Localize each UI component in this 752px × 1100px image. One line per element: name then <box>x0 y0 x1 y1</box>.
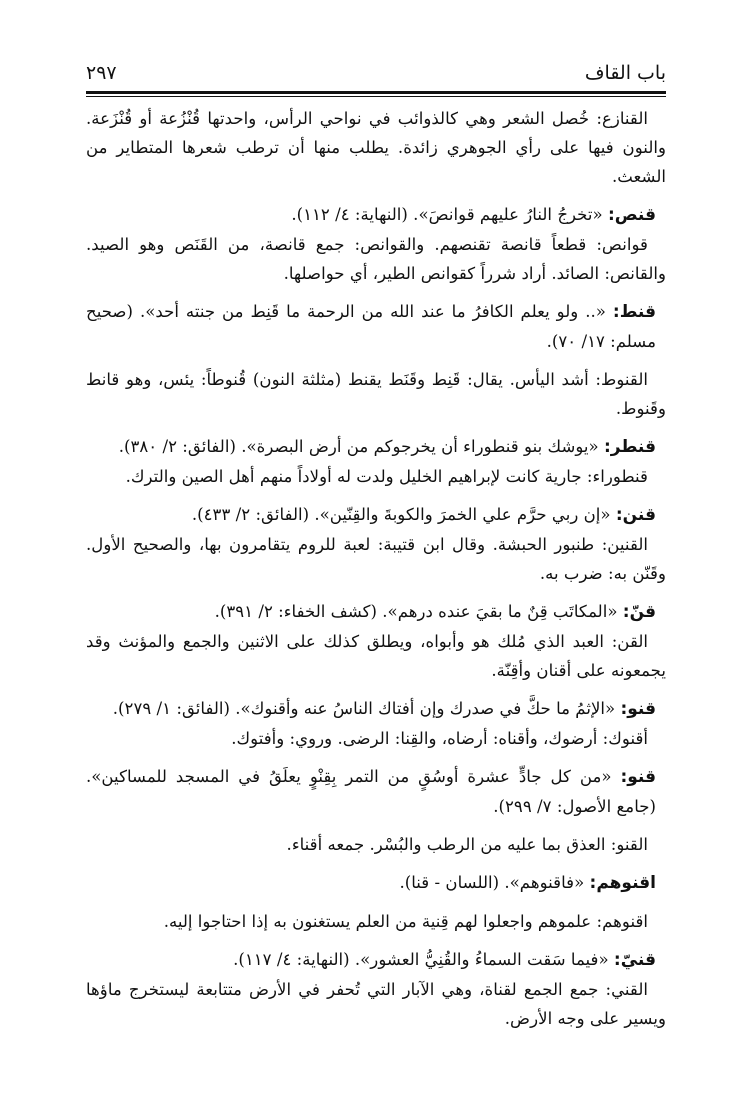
explanation-text: القني: جمع الجمع لقناة، وهي الآبار التي تُحفر في الأرض متتابعة ليستخرج ماؤها ويسير على وجه الأرض. <box>86 980 666 1028</box>
hadith-entry <box>86 432 666 462</box>
explanation-paragraph <box>86 104 666 191</box>
headword: قنط: <box>612 302 656 322</box>
hadith-entry <box>86 945 666 975</box>
headword: اقنوهم: <box>589 873 656 893</box>
hadith-entry <box>86 597 666 627</box>
hadith-text: «الإثمُ ما حكَّ في صدرك وإن أفتاك الناسُ عنه وأقنوك». (الفائق: ١/ ٢٧٩). <box>112 699 621 718</box>
header-rule-thin <box>86 96 666 97</box>
explanation-paragraph <box>86 530 666 588</box>
explanation-text: القنازع: خُصل الشعر وهي كالذوائب في نواحي الرأس، واحدتها قُنْزُعة أو قُنْزَعة. والنون فيها على رأي الجوهري زائدة. يطلب منها أن ترطب شعرها المتطاير من الشعث. <box>86 109 666 186</box>
explanation-paragraph <box>86 627 666 685</box>
page-number: ٢٩٧ <box>86 62 117 84</box>
hadith-text: «.. ولو يعلم الكافرُ ما عند الله من الرحمة ما قَنِط من جنته أحد». (صحيح مسلم: ١٧/ ٧٠). <box>86 302 656 351</box>
hadith-entry <box>86 868 666 898</box>
header-rule-thick <box>86 91 666 94</box>
hadith-text: «إن ربي حرَّم علي الخمرَ والكوبةَ والقِنّين». (الفائق: ٢/ ٤٣٣). <box>191 505 616 524</box>
hadith-entry <box>86 200 666 230</box>
hadith-text: «من كل جادٍّ عشرة أوسُقٍ من التمر بِقِنْوٍ يعلَقُ في المسجد للمساكين». (جامع الأصول: ٧/ ٢٩٩). <box>86 767 656 816</box>
headword: قنو: <box>620 767 656 787</box>
chapter-title: باب القاف <box>584 62 666 84</box>
entries-body <box>86 104 666 1033</box>
headword: قنن: <box>615 505 656 525</box>
hadith-entry <box>86 500 666 530</box>
explanation-paragraph <box>86 830 666 859</box>
hadith-entry <box>86 297 666 356</box>
explanation-text: أقنوك: أرضوك، وأقناه: أرضاه، والقِنا: الرضى. وروي: وأفتوك. <box>231 729 648 748</box>
explanation-text: القنو: العذق بما عليه من الرطب والبُسْر. جمعه أقناء. <box>286 835 648 854</box>
hadith-entry <box>86 694 666 724</box>
explanation-paragraph <box>86 975 666 1033</box>
explanation-paragraph <box>86 462 666 491</box>
headword: قنيّ: <box>613 950 656 970</box>
hadith-text: «فيما سَقت السماءُ والقُنِيُّ العشور». (النهاية: ٤/ ١١٧). <box>233 950 614 969</box>
headword: قنو: <box>620 699 656 719</box>
explanation-paragraph <box>86 230 666 288</box>
headword: قنص: <box>607 205 656 225</box>
explanation-text: القن: العبد الذي مُلك هو وأبواه، ويطلق كذلك على الاثنين والجمع والمؤنث وقد يجمعونه على أقنان وأقِنّة. <box>86 632 666 680</box>
explanation-paragraph <box>86 724 666 753</box>
page-header <box>86 56 666 90</box>
explanation-text: القنوط: أشد اليأس. يقال: قَنِط وقَنَط يقنط (مثلثة النون) قُنوطاً: يئس، وهو قانط وقَنوط. <box>86 370 666 418</box>
explanation-text: قوانص: قطعاً قانصة تقنصهم. والقوانص: جمع قانصة، من القَنَص وهو الصيد. والقانص: الصائد. أراد شرراً كقوانص الطير، أي حواصلها. <box>86 235 666 283</box>
hadith-text: «تخرجُ النارُ عليهم قوانصَ». (النهاية: ٤/ ١١٢). <box>291 205 608 224</box>
hadith-text: «يوشك بنو قنطوراء أن يخرجوكم من أرض البصرة». (الفائق: ٢/ ٣٨٠). <box>118 437 604 456</box>
hadith-entry <box>86 762 666 821</box>
explanation-paragraph <box>86 907 666 936</box>
explanation-text: القنين: طنبور الحبشة. وقال ابن قتيبة: لعبة للروم يتقامرون بها، والصحيح الأول. وقَنّن به: ضرب به. <box>86 535 666 583</box>
headword: قنّ: <box>622 602 656 622</box>
headword: قنطر: <box>603 437 656 457</box>
explanation-paragraph <box>86 365 666 423</box>
explanation-text: قنطوراء: جارية كانت لإبراهيم الخليل ولدت له أولاداً منهم أهل الصين والترك. <box>125 467 648 486</box>
explanation-text: اقنوهم: علموهم واجعلوا لهم قِنية من العلم يستغنون به إذا احتاجوا إليه. <box>163 912 648 931</box>
hadith-text: «المكاتَب قِنٌ ما بقيَ عنده درهم». (كشف الخفاء: ٢/ ٣٩١). <box>214 602 623 621</box>
hadith-text: «فاقنوهم». (اللسان - قنا). <box>399 873 590 892</box>
